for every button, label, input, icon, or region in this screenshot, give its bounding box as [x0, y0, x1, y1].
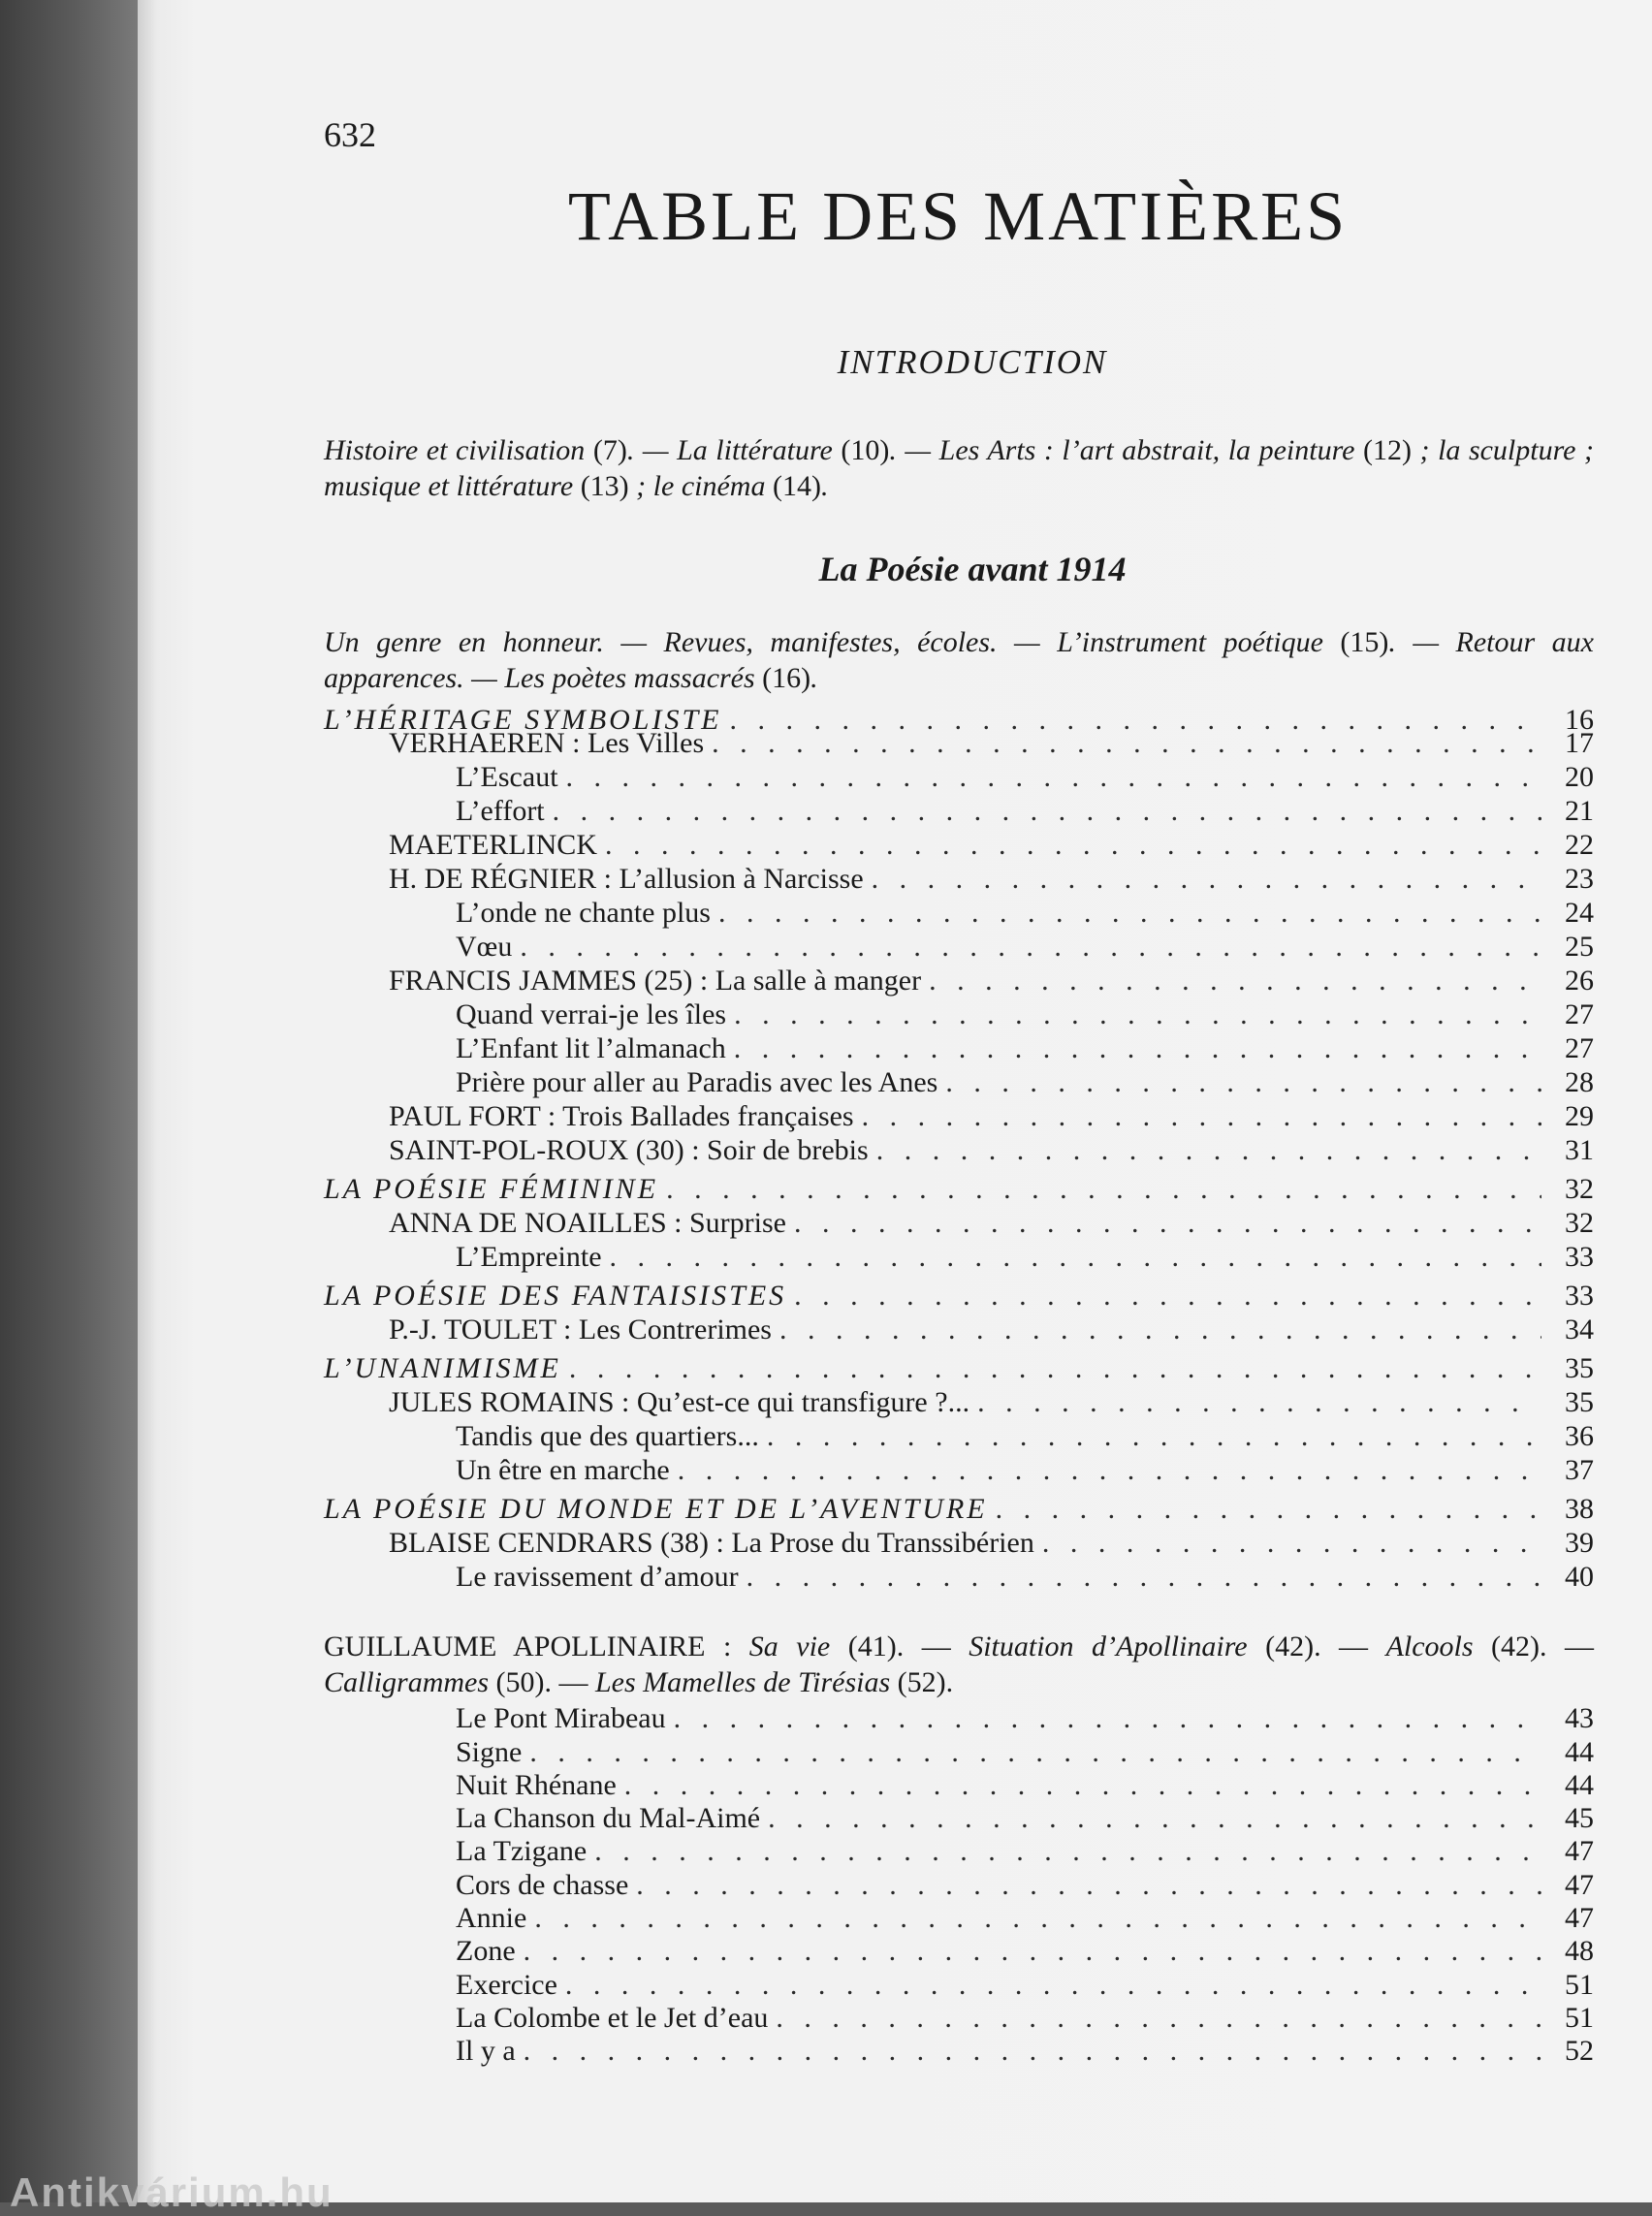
toc-entry: [456, 795, 1594, 828]
toc-entry-page: 21: [1565, 795, 1594, 827]
toc-entry: [456, 1969, 1594, 2002]
toc-entry-title: Quand verrai-je les îles: [456, 998, 727, 1030]
toc-entry-title: L’UNANIMISME: [324, 1352, 561, 1384]
toc-entry-page: 37: [1565, 1454, 1594, 1486]
toc-entry: [456, 931, 1594, 964]
toc-entry-title: Annie: [456, 1902, 527, 1934]
book-spine-shadow: [0, 0, 138, 2202]
toc-entry-page: 20: [1565, 761, 1594, 793]
toc-entry-page: 38: [1565, 1493, 1594, 1525]
toc-entry-title: LA POÉSIE DU MONDE ET DE L’AVENTURE: [324, 1493, 988, 1525]
toc-entry-title: Tandis que des quartiers...: [456, 1420, 759, 1452]
toc-entry-title: LA POÉSIE FÉMININE: [324, 1173, 659, 1205]
toc-entry: [389, 965, 1594, 997]
toc-entry-page: 22: [1565, 829, 1594, 861]
toc-entry-page: 47: [1565, 1902, 1594, 1934]
toc-entry-page: 26: [1565, 965, 1594, 997]
toc-entry-title: Exercice: [456, 1969, 557, 2001]
toc-entry-title: Le ravissement d’amour: [456, 1561, 739, 1593]
toc-entry: [324, 1173, 1594, 1206]
toc-entry-title: VERHAEREN : Les Villes: [389, 727, 705, 759]
toc-entry-page: 39: [1565, 1527, 1594, 1559]
toc-entry-title: JULES ROMAINS : Qu’est-ce qui transfigure ?...: [389, 1386, 970, 1418]
poesie-summary: Un genre en honneur. — Revues, manifestes, écoles. — L’instrument poétique (15). — Retour aux apparences. — Les poètes massacrés (16).: [324, 626, 1595, 694]
toc-entry: [389, 1207, 1594, 1240]
toc-entry-page: 52: [1565, 2035, 1594, 2067]
toc-entry-page: 45: [1565, 1802, 1594, 1834]
toc-entry-page: 16: [1565, 704, 1594, 736]
toc-entry-page: 23: [1565, 863, 1594, 895]
toc-entry: [456, 1702, 1594, 1735]
toc-entry-page: 51: [1565, 1969, 1594, 2001]
toc-entry-title: BLAISE CENDRARS (38) : La Prose du Transsibérien: [389, 1527, 1034, 1559]
toc-entry-page: 25: [1565, 931, 1594, 963]
toc-entry: [456, 998, 1594, 1031]
toc-entry: [456, 1736, 1594, 1769]
toc-entry: [456, 1835, 1594, 1868]
toc-entry-title: Vœu: [456, 931, 513, 963]
toc-entry-page: 40: [1565, 1561, 1594, 1593]
poesie-avant-1914-heading: La Poésie avant 1914: [818, 550, 1127, 588]
toc-entry: [389, 1527, 1594, 1560]
toc-entry-page: 34: [1565, 1314, 1594, 1345]
introduction-heading: INTRODUCTION: [837, 343, 1108, 381]
toc-entry: [456, 1935, 1594, 1968]
toc-entry-page: 47: [1565, 1835, 1594, 1867]
toc-entry: [324, 1280, 1594, 1313]
toc-entry: [456, 2035, 1594, 2068]
toc-entry: [456, 1869, 1594, 1902]
toc-entry: [456, 1454, 1594, 1487]
toc-entry: [456, 2002, 1594, 2035]
toc-entry-title: L’onde ne chante plus: [456, 897, 711, 929]
toc-entry: [389, 1100, 1594, 1133]
toc-entry-page: 44: [1565, 1736, 1594, 1768]
toc-entry: [456, 1802, 1594, 1835]
toc-entry-page: 28: [1565, 1066, 1594, 1098]
toc-entry-page: 44: [1565, 1769, 1594, 1801]
toc-entry-page: 35: [1565, 1386, 1594, 1418]
toc-entry: [456, 1561, 1594, 1594]
toc-entry-page: 31: [1565, 1134, 1594, 1166]
toc-entry-page: 32: [1565, 1207, 1594, 1239]
toc-entry-page: 43: [1565, 1702, 1594, 1734]
toc-entry: [389, 727, 1594, 760]
introduction-summary: Histoire et civilisation (7). — La littérature (10). — Les Arts : l’art abstrait, la peinture (12) ; la sculpture ; musique et littérature (13) ; le cinéma (14).: [324, 434, 1595, 502]
toc-entry-page: 33: [1565, 1280, 1594, 1312]
toc-entry-title: PAUL FORT : Trois Ballades françaises: [389, 1100, 854, 1132]
toc-entry: [456, 761, 1594, 794]
toc-entry-page: 27: [1565, 1032, 1594, 1064]
toc-entry-title: La Colombe et le Jet d’eau: [456, 2002, 769, 2034]
page-title: TABLE DES MATIÈRES: [567, 177, 1349, 255]
toc-entry: [324, 1352, 1594, 1385]
toc-entry-title: Prière pour aller au Paradis avec les Anes: [456, 1066, 938, 1098]
watermark: Antikvárium.hu: [10, 2169, 334, 2215]
toc-entry-page: 17: [1565, 727, 1594, 759]
toc-entry-title: Nuit Rhénane: [456, 1769, 617, 1801]
toc-entry-page: 33: [1565, 1241, 1594, 1273]
toc-entry-page: 24: [1565, 897, 1594, 929]
toc-entry-title: ANNA DE NOAILLES : Surprise: [389, 1207, 786, 1239]
toc-entry-title: Le Pont Mirabeau: [456, 1702, 666, 1734]
toc-entry: [389, 863, 1594, 896]
toc-entry-title: La Tzigane: [456, 1835, 588, 1867]
toc-entry: [456, 1769, 1594, 1802]
toc-entry-title: Zone: [456, 1935, 516, 1967]
toc-entry-title: L’Enfant lit l’almanach: [456, 1032, 726, 1064]
toc-entry-page: 47: [1565, 1869, 1594, 1901]
toc-entry: [456, 1066, 1594, 1099]
toc-entry-title: H. DE RÉGNIER : L’allusion à Narcisse: [389, 863, 864, 895]
toc-entry-title: Un être en marche: [456, 1454, 670, 1486]
toc-entry-title: Cors de chasse: [456, 1869, 629, 1901]
toc-entry: [324, 1493, 1594, 1526]
toc-entry-title: Il y a: [456, 2035, 516, 2067]
toc-entry: [456, 1032, 1594, 1065]
toc-entry-page: 27: [1565, 998, 1594, 1030]
toc-entry-title: FRANCIS JAMMES (25) : La salle à manger: [389, 965, 922, 997]
toc-entry: [456, 1902, 1594, 1935]
toc-entry-title: L’Empreinte: [456, 1241, 602, 1273]
toc-entry-title: L’effort: [456, 795, 545, 827]
toc-entry-title: MAETERLINCK: [389, 829, 597, 861]
toc-entry: [456, 897, 1594, 930]
toc-entry-page: 29: [1565, 1100, 1594, 1132]
toc-entry-page: 51: [1565, 2002, 1594, 2034]
toc-entry-title: P.-J. TOULET : Les Contrerimes: [389, 1314, 772, 1345]
apollinaire-entry: GUILLAUME APOLLINAIRE : Sa vie (41). — Situation d’Apollinaire (42). — Alcools (42). — Calligrammes (50). — Les Mamelles de Tirésias (52).: [324, 1630, 1595, 1698]
toc-entry: [456, 1420, 1594, 1453]
toc-entry-page: 35: [1565, 1352, 1594, 1384]
toc-entry-page: 36: [1565, 1420, 1594, 1452]
toc-entry: [389, 1314, 1594, 1346]
toc-entry-title: Signe: [456, 1736, 523, 1768]
toc-entry-title: L’Escaut: [456, 761, 558, 793]
toc-entry: [389, 829, 1594, 862]
toc-entry-page: 32: [1565, 1173, 1594, 1205]
toc-entry: [389, 1134, 1594, 1167]
toc-entry: [456, 1241, 1594, 1274]
toc-entry-title: La Chanson du Mal-Aimé: [456, 1802, 761, 1834]
toc-entry: [389, 1386, 1594, 1419]
page-number: 632: [324, 115, 376, 154]
book-page: [138, 0, 1652, 2202]
toc-entry-title: L’HÉRITAGE SYMBOLISTE: [324, 704, 722, 736]
toc-entry-title: SAINT-POL-ROUX (30) : Soir de brebis: [389, 1134, 869, 1166]
toc-entry-page: 48: [1565, 1935, 1594, 1967]
toc-entry-title: LA POÉSIE DES FANTAISISTES: [324, 1280, 787, 1312]
